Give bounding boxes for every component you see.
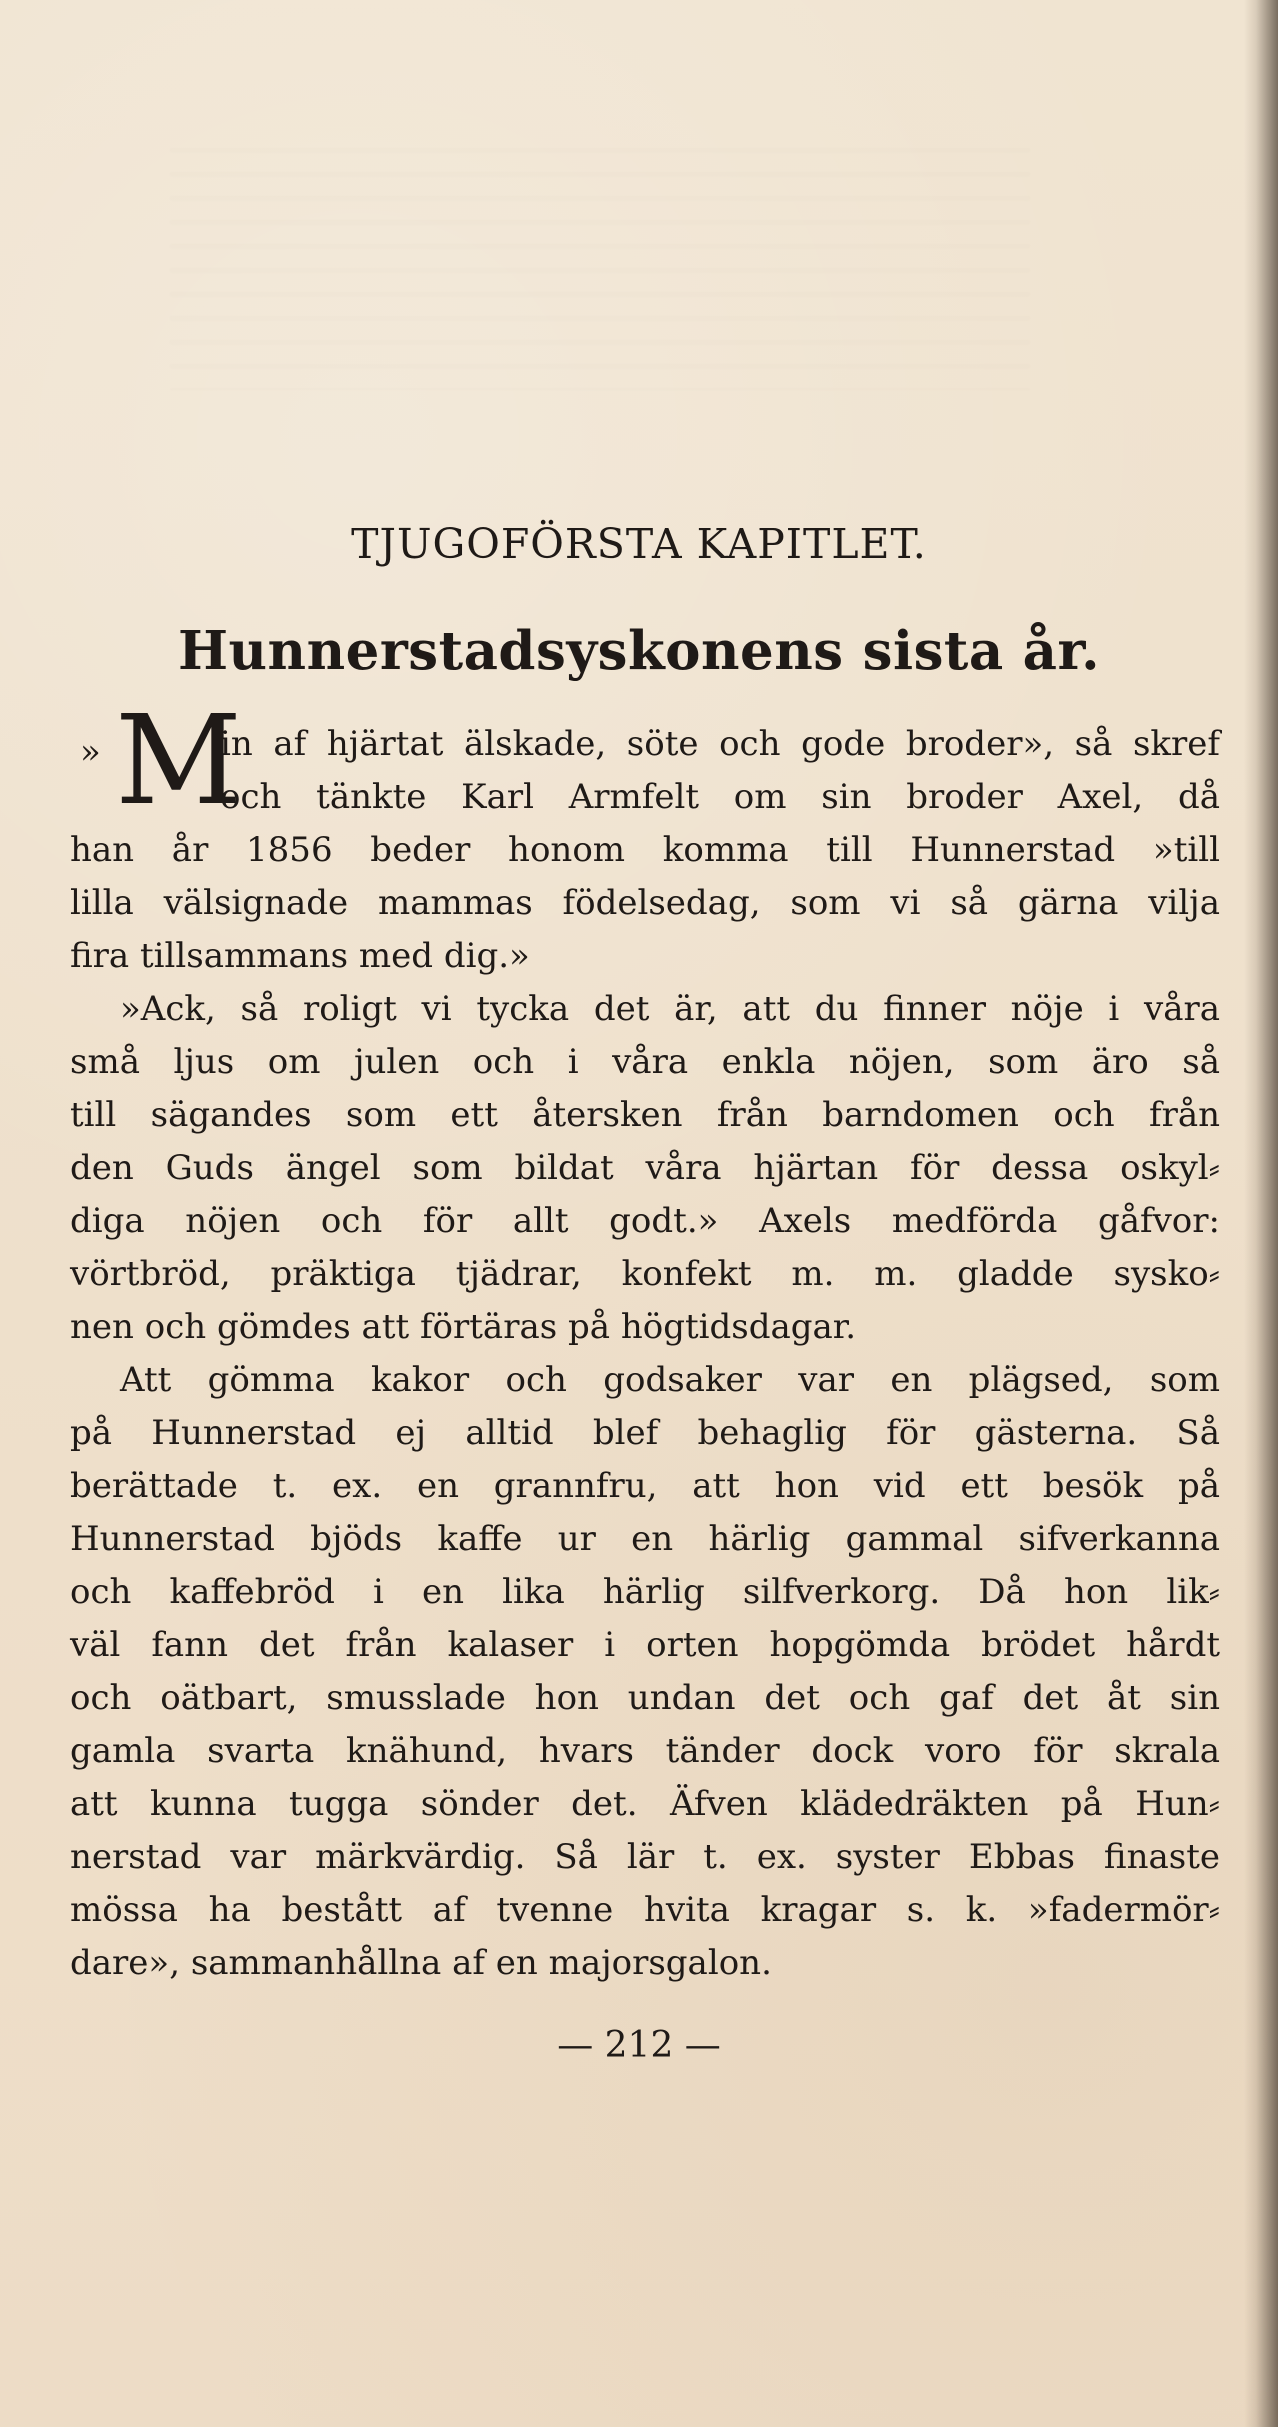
body-line-6: »Ack, så roligt vi tycka det är, att du finner nöje i våra — [120, 989, 1220, 1029]
body-line-9: den Guds ängel som bildat våra hjärtan för dessa oskyl⸗ — [70, 1148, 1220, 1188]
chapter-heading: TJUGOFÖRSTA KAPITLET. — [351, 520, 927, 568]
body-line-4: lilla välsignade mammas födelsedag, som vi så gärna vilja — [70, 883, 1220, 923]
body-line-2: och tänkte Karl Armfelt om sin broder Axel, då — [220, 777, 1220, 817]
body-line-12: nen och gömdes att förtäras på högtidsdagar. — [70, 1307, 857, 1347]
body-line-15: berättade t. ex. en grannfru, att hon vid ett besök på — [70, 1466, 1220, 1506]
body-line-8: till sägandes som ett återsken från barndomen och från — [70, 1095, 1220, 1135]
body-line-13: Att gömma kakor och godsaker var en plägsed, som — [120, 1360, 1220, 1400]
body-line-17: och kaffebröd i en lika härlig silfverkorg. Då hon lik⸗ — [70, 1572, 1220, 1612]
body-line-3: han år 1856 beder honom komma till Hunnerstad »till — [70, 830, 1220, 870]
body-line-22: nerstad var märkvärdig. Så lär t. ex. syster Ebbas finaste — [70, 1837, 1220, 1877]
body-line-18: väl fann det från kalaser i orten hopgömda brödet hårdt — [70, 1625, 1220, 1665]
body-line-24: dare», sammanhållna af en majorsgalon. — [70, 1943, 772, 1983]
drop-cap: M — [115, 689, 242, 833]
body-line-10: diga nöjen och för allt godt.» Axels medförda gåfvor: — [70, 1201, 1220, 1241]
body-line-5: fira tillsammans med dig.» — [70, 936, 530, 976]
body-line-21: att kunna tugga sönder det. Äfven klädedräkten på Hun⸗ — [70, 1784, 1220, 1824]
body-line-20: gamla svarta knähund, hvars tänder dock voro för skrala — [70, 1731, 1220, 1771]
opening-quote-mark: » — [80, 732, 101, 772]
body-line-14: på Hunnerstad ej alltid blef behaglig för gästerna. Så — [70, 1413, 1220, 1453]
chapter-title: Hunnerstadsyskonens sista år. — [177, 620, 1101, 682]
show-through-text — [170, 130, 1030, 390]
body-line-23: mössa ha bestått af tvenne hvita kragar s. k. »fadermör⸗ — [70, 1890, 1220, 1930]
page-number: — 212 — — [557, 2025, 721, 2066]
body-line-19: och oätbart, smusslade hon undan det och gaf det åt sin — [70, 1678, 1220, 1718]
body-line-1: in af hjärtat älskade, söte och gode broder», så skref — [220, 724, 1220, 764]
body-line-16: Hunnerstad bjöds kaffe ur en härlig gammal sifverkanna — [70, 1519, 1220, 1559]
body-line-7: små ljus om julen och i våra enkla nöjen, som äro så — [70, 1042, 1220, 1082]
body-line-11: vörtbröd, präktiga tjädrar, konfekt m. m. gladde sysko⸗ — [70, 1254, 1220, 1294]
